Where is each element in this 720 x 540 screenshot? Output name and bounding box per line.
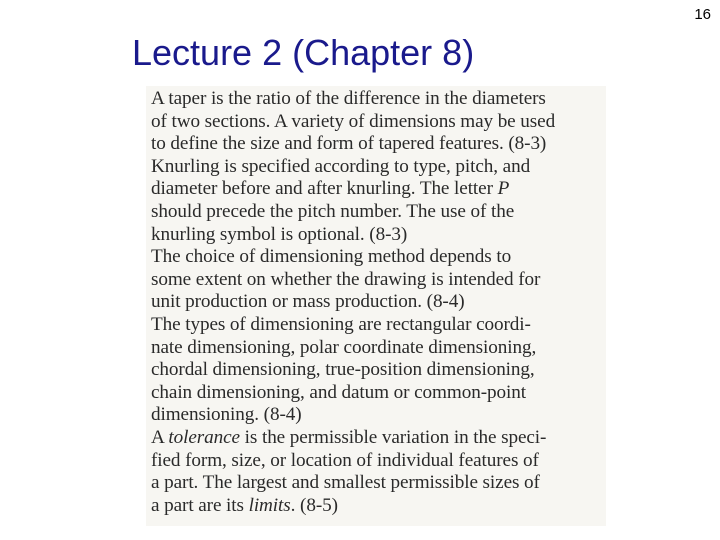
text-line — [151, 269, 555, 292]
scanned-paragraphs — [151, 88, 555, 517]
italic-term: limits — [248, 494, 291, 516]
text-line-segment: unit production or mass production. (8-4) — [151, 291, 465, 313]
text-line-segment: is the permissible variation in the speci- — [239, 426, 547, 448]
text-line-segment: dimensioning. (8-4) — [151, 404, 302, 426]
text-line — [151, 291, 555, 314]
text-line — [151, 178, 555, 201]
text-line-segment: The choice of dimensioning method depends to — [151, 246, 512, 268]
text-line — [151, 495, 555, 518]
italic-term: tolerance — [168, 426, 240, 448]
text-line-segment: a part. The largest and smallest permissible sizes of — [151, 472, 540, 494]
text-line-segment: chordal dimensioning, true-position dimensioning, — [151, 359, 535, 381]
text-line — [151, 111, 555, 134]
text-line-segment: diameter before and after knurling. The letter — [151, 178, 498, 200]
slide-title: Lecture 2 (Chapter 8) — [132, 32, 475, 73]
text-line-segment: knurling symbol is optional. (8-3) — [151, 223, 408, 245]
text-line-segment: to define the size and form of tapered features. (8-3) — [151, 133, 547, 155]
text-line — [151, 133, 555, 156]
text-line — [151, 450, 555, 473]
text-line-segment: chain dimensioning, and datum or common-point — [151, 381, 526, 403]
text-line — [151, 246, 555, 269]
text-line-segment: . (8-5) — [290, 494, 338, 516]
italic-term: P — [497, 178, 510, 200]
text-line — [151, 314, 555, 337]
text-line — [151, 337, 555, 360]
text-line — [151, 359, 555, 382]
text-line — [151, 427, 555, 450]
text-line — [151, 382, 555, 405]
text-line — [151, 201, 555, 224]
slide-number: 16 — [694, 6, 711, 23]
text-line-segment: of two sections. A variety of dimensions may be used — [151, 110, 556, 132]
text-line-segment: A taper is the ratio of the difference in the diameters — [151, 88, 546, 109]
text-line-segment: Knurling is specified according to type, pitch, and — [151, 155, 531, 177]
text-line — [151, 404, 555, 427]
text-line-segment: some extent on whether the drawing is intended for — [151, 268, 541, 290]
text-line-segment: should precede the pitch number. The use of the — [151, 200, 515, 222]
text-line — [151, 88, 555, 111]
text-line — [151, 472, 555, 495]
text-line — [151, 224, 555, 247]
text-line-segment: nate dimensioning, polar coordinate dimensioning, — [151, 336, 537, 358]
text-line-segment: A — [151, 426, 169, 448]
text-line-segment: fied form, size, or location of individual features of — [151, 449, 539, 471]
text-line-segment: The types of dimensioning are rectangular coordi- — [151, 313, 531, 335]
text-line — [151, 156, 555, 179]
scanned-text-image — [146, 86, 606, 526]
text-line-segment: a part are its — [151, 494, 249, 516]
